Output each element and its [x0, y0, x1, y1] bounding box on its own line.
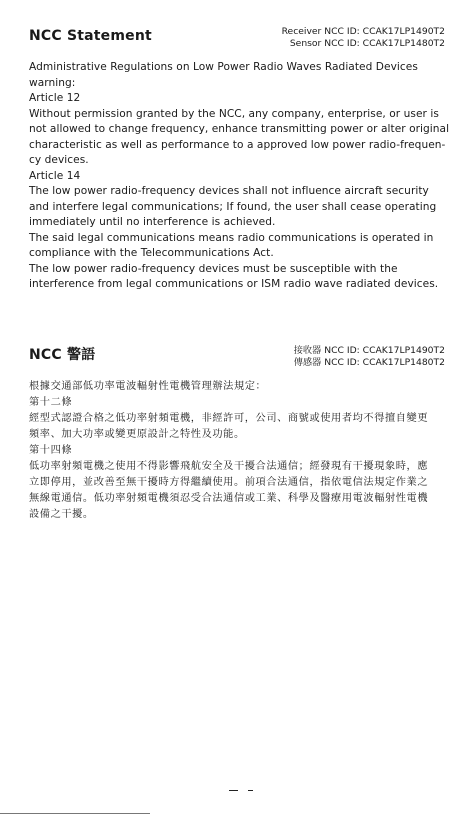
english-line: The said legal communications means radio communications is operated in: [29, 231, 434, 244]
sensor-ncc-id: Sensor NCC ID: CCAK17LP1480T2: [289, 38, 445, 49]
chinese-line: 低功率射頻電機之使用不得影響飛航安全及干擾合法通信；經發現有干擾現象時，應: [29, 461, 429, 472]
chinese-line: 頻率、加大功率或變更原設計之特性及功能。: [29, 429, 245, 440]
receiver-ncc-id: Receiver NCC ID: CCAK17LP1490T2: [281, 26, 445, 37]
english-line: Article 14: [29, 169, 81, 182]
english-line: warning:: [29, 76, 76, 89]
sensor-ncc-id-zh: 傳感器 NCC ID: CCAK17LP1480T2: [293, 357, 445, 368]
chinese-ncc-ids: [294, 345, 445, 369]
english-title: NCC Statement: [29, 28, 152, 44]
english-line: and interfere legal communications; If found, the user shall cease operating: [29, 200, 437, 213]
english-line: immediately until no interference is achieved.: [29, 216, 276, 228]
chinese-header: [29, 345, 445, 379]
english-line: compliance with the Telecommunications Act.: [29, 247, 274, 259]
english-line: The low power radio-frequency devices must be susceptible with the: [29, 262, 398, 275]
chinese-body: [29, 379, 445, 523]
english-line: interference from legal communications or ISM radio wave radiated devices.: [29, 278, 439, 290]
chinese-line: 經型式認證合格之低功率射頻電機，非經許可，公司、商號或使用者均不得擅自變更: [29, 413, 429, 424]
chinese-line: 第十四條: [29, 445, 73, 456]
footer-mark-right: [248, 790, 253, 791]
english-line: Administrative Regulations on Low Power Radio Waves Radiated Devices: [29, 61, 418, 73]
chinese-line: 根據交通部低功率電波輻射性電機管理辦法規定：: [29, 381, 267, 392]
chinese-line: 無線電通信。低功率射頻電機須忍受合法通信或工業、科學及醫療用電波輻射性電機: [29, 493, 429, 504]
english-line: not allowed to change frequency, enhance transmitting power or alter original: [29, 123, 450, 135]
receiver-ncc-id-zh: 接收器 NCC ID: CCAK17LP1490T2: [293, 345, 445, 356]
english-line: characteristic as well as performance to a approved low power radio-frequen-: [29, 138, 446, 151]
english-header: [29, 26, 445, 60]
footer-mark-left: [229, 790, 238, 791]
chinese-line: 立即停用，並改善至無干擾時方得繼續使用。前項合法通信，指依電信法規定作業之: [29, 477, 429, 488]
english-line: Article 12: [29, 92, 81, 104]
ncc-statement-chinese: [29, 345, 445, 523]
english-line: The low power radio-frequency devices shall not influence aircraft security: [29, 185, 429, 197]
ncc-statement-english: [29, 26, 450, 293]
bottom-rule: [0, 813, 150, 814]
chinese-line: 第十二條: [29, 397, 73, 408]
english-body: [29, 60, 450, 293]
english-line: Without permission granted by the NCC, any company, enterprise, or user is: [29, 107, 439, 120]
chinese-title: NCC 警語: [29, 347, 96, 363]
english-line: cy devices.: [29, 154, 89, 166]
chinese-line: 設備之干擾。: [29, 509, 94, 520]
english-ncc-ids: [282, 26, 445, 50]
